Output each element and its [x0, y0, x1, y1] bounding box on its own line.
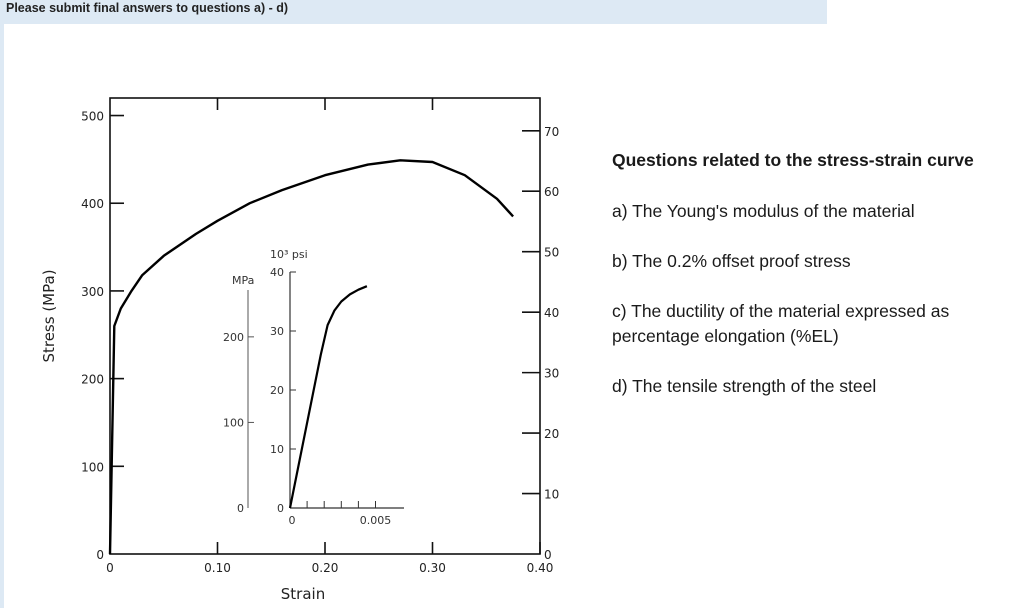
- inset-mpa-label: 0: [237, 502, 244, 515]
- psi-tick-label: 70: [544, 124, 560, 139]
- inset-psi-label: 10: [270, 443, 284, 456]
- y-tick-label: 500: [81, 109, 104, 124]
- psi-tick-label: 60: [544, 185, 560, 200]
- plot-frame: [110, 98, 540, 554]
- x-axis-label: Strain: [280, 585, 326, 603]
- inset-psi-label: 20: [270, 384, 284, 397]
- x-tick-label: 0.10: [204, 561, 231, 575]
- header-title: Please submit final answers to questions a) - d): [6, 1, 289, 15]
- y-tick-label: 0: [96, 548, 104, 562]
- psi-tick-label: 10: [544, 487, 560, 502]
- y-tick-label: 300: [81, 284, 104, 299]
- psi-tick-label: 40: [544, 306, 560, 321]
- psi-tick-label: 30: [544, 366, 560, 381]
- header-bar: [0, 0, 827, 25]
- x-tick-label: 0: [106, 561, 114, 575]
- questions-panel: [612, 150, 1022, 424]
- inset-x-label: 0: [288, 514, 296, 527]
- inset-psi-label: 30: [270, 325, 284, 338]
- questions-title: Questions related to the stress-strain curve: [612, 150, 974, 170]
- question-d: d) The tensile strength of the steel: [612, 376, 877, 396]
- stress-strain-chart: [4, 24, 600, 608]
- inset-psi-unit: 10³ psi: [270, 248, 308, 261]
- inset-mpa-label: 100: [223, 416, 244, 430]
- inset-x-label: 0.005: [359, 514, 392, 527]
- inset-psi-label: 0: [277, 502, 284, 515]
- x-tick-label: 0.30: [419, 561, 446, 575]
- inset-psi-label: 40: [270, 266, 284, 279]
- question-a: a) The Young's modulus of the material: [612, 201, 915, 221]
- inset-mpa-unit: MPa: [232, 274, 255, 287]
- y-tick-label: 200: [81, 372, 104, 387]
- x-tick-label: 0.20: [311, 561, 339, 575]
- psi-tick-label: 50: [544, 245, 560, 260]
- y-tick-label: 400: [81, 197, 104, 212]
- stress-strain-curve: [110, 160, 513, 554]
- inset-curve: [290, 286, 367, 508]
- question-c: c) The ductility of the material expressed as percentage elongation (%EL): [612, 301, 950, 346]
- question-b: b) The 0.2% offset proof stress: [612, 251, 851, 271]
- y-axis-label: Stress (MPa): [40, 269, 58, 363]
- y-tick-label: 100: [81, 460, 104, 475]
- inset-mpa-label: 200: [223, 330, 244, 344]
- psi-tick-label: 0: [544, 548, 552, 562]
- psi-tick-label: 20: [544, 427, 560, 442]
- stress-strain-figure: [4, 24, 600, 608]
- x-tick-label: 0.40: [526, 561, 554, 575]
